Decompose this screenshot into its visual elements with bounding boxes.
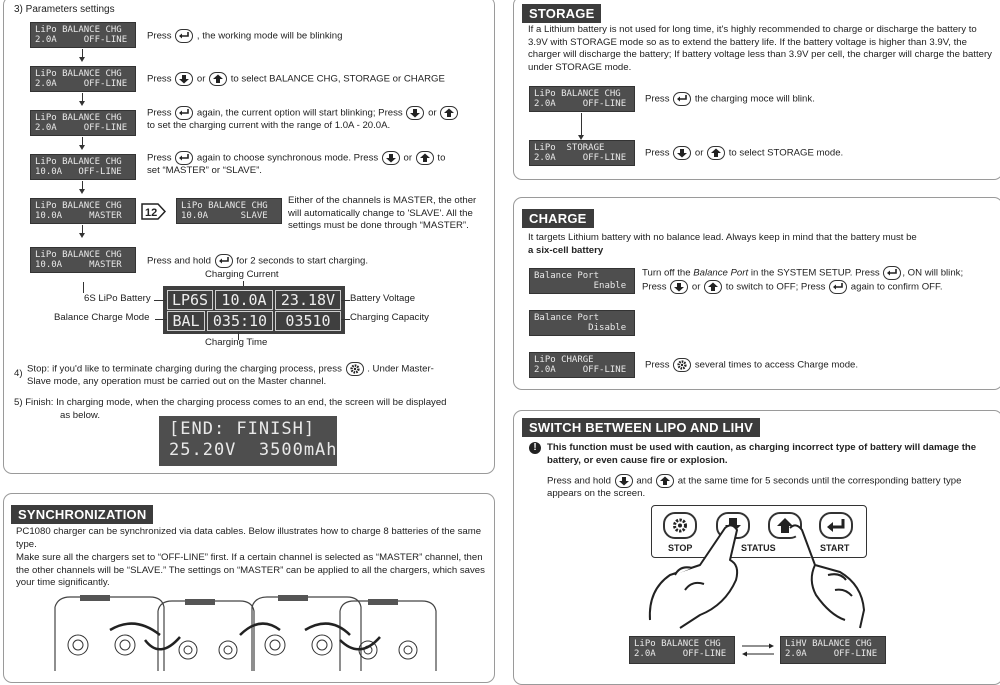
stop-text: Stop: if you'd like to terminate charging during the charging process, press . Under Master- Slave mode, any operation must be carried out on the Master channel.	[27, 363, 434, 388]
start-label: START	[820, 543, 850, 553]
lcd-step-5-slave: LiPo BALANCE CHG 10.0A SLAVE	[176, 198, 282, 224]
finish-text: 5) Finish: In charging mode, when the charging process comes to an end, the screen will be displayed as below.	[14, 397, 447, 421]
switch-warning: This function must be used with caution, as charging incorrect type of battery will damage the battery, or even cause fire or explosion.	[547, 442, 977, 466]
leader-line	[341, 300, 350, 301]
label-charging-time: Charging Time	[205, 337, 268, 348]
leader-line	[341, 319, 350, 320]
enter-key-icon	[175, 106, 193, 120]
label-charging-capacity: Charging Capacity	[350, 312, 429, 323]
lcd-step-6: LiPo BALANCE CHG 10.0A MASTER	[30, 247, 136, 273]
step-3-text: Press again, the current option will start blinking; Press or to set the charging current with the range of 1.0A - 20.0A.	[147, 106, 482, 133]
channel-1-2-icon	[140, 203, 166, 220]
charge-step-1: Turn off the Balance Port in the SYSTEM SETUP. Press , ON will blink; Press or to switch to OFF; Press again to confirm OFF.	[642, 267, 964, 293]
lcd-step-1: LiPo BALANCE CHG 2.0A OFF-LINE	[30, 22, 136, 48]
sync-paragraph-1: PC1080 charger can be synchronized via data cables. Below illustrates how to charge 8 batteries of the same type.	[16, 526, 482, 550]
finish-lcd: [END: FINISH] 25.20V 3500mAh	[159, 416, 337, 466]
leader-line	[155, 319, 167, 320]
enter-key-icon	[673, 92, 691, 106]
flow-arrow	[82, 181, 83, 190]
step-6-text: Press and hold for 2 seconds to start charging.	[147, 255, 369, 267]
up-arrow-key-icon	[209, 72, 227, 86]
flow-arrow	[82, 93, 83, 102]
enter-key-icon	[215, 254, 233, 268]
charge-lcd-lipo-charge: LiPo CHARGE 2.0A OFF-LINE	[529, 352, 635, 378]
lcd-step-4: LiPo BALANCE CHG 10.0A OFF-LINE	[30, 154, 136, 180]
up-arrow-key-icon	[440, 106, 458, 120]
down-arrow-key-icon	[382, 151, 400, 165]
down-arrow-key-icon	[673, 146, 691, 160]
charge-title: CHARGE	[522, 209, 594, 228]
down-arrow-key-icon	[670, 280, 688, 294]
storage-lcd-2: LiPo STORAGE 2.0A OFF-LINE	[529, 140, 635, 166]
warning-icon: !	[529, 442, 541, 454]
flow-arrow	[82, 225, 83, 234]
chargers-illustration	[50, 595, 450, 671]
stop-number: 4)	[14, 368, 23, 379]
pressing-hands-illustration	[640, 520, 880, 630]
leader-line	[154, 300, 166, 301]
switch-instruction: Press and hold and at the same time for 5 seconds until the corresponding battery type appears on the screen.	[547, 475, 962, 500]
stop-gear-key-icon	[673, 358, 691, 372]
step-4-text: Press again to choose synchronous mode. Press or to set “MASTER” or “SLAVE”.	[147, 152, 446, 177]
label-battery: 6S LiPo Battery	[84, 293, 151, 304]
stop-label: STOP	[668, 543, 693, 553]
enter-key-icon	[175, 29, 193, 43]
down-arrow-key-icon	[175, 72, 193, 86]
storage-paragraph: If a Lithium battery is not used for long time, it's highly recommended to charge or discharge the battery to 3.9V with STORAGE mode so as to extend the battery life. If the battery voltage is higher than 3.9V, the charger will discharge the battery; If battery voltage less than 3.9V per cell, the charger will charge the battery under STORAGE mode.	[528, 24, 992, 73]
stop-gear-key-icon	[346, 362, 364, 376]
lcd-step-5-master: LiPo BALANCE CHG 10.0A MASTER	[30, 198, 136, 224]
charge-paragraph: It targets Lithium battery with no balance lead. Always keep in mind that the battery must be a six-cell battery	[528, 232, 917, 256]
switch-lcd-lihv: LiHV BALANCE CHG 2.0A OFF-LINE	[780, 636, 886, 664]
step-1-text: Press , the working mode will be blinking	[147, 30, 343, 42]
enter-key-icon	[175, 151, 193, 165]
display-battery-type: LP6S	[167, 290, 213, 310]
leader-line	[83, 282, 84, 293]
enter-key-icon	[883, 266, 901, 280]
flow-arrow	[82, 137, 83, 146]
down-arrow-key-icon	[615, 474, 633, 488]
up-arrow-key-icon	[707, 146, 725, 160]
swap-arrows-icon	[740, 640, 776, 660]
display-mode: BAL	[167, 311, 205, 331]
charge-step-2: Press several times to access Charge mode.	[645, 359, 859, 371]
enter-key-icon	[829, 280, 847, 294]
storage-title: STORAGE	[522, 4, 601, 23]
display-voltage: 23.18V	[275, 290, 341, 310]
lcd-step-3: LiPo BALANCE CHG 2.0A OFF-LINE	[30, 110, 136, 136]
label-balance-mode: Balance Charge Mode	[54, 312, 150, 323]
storage-lcd-1: LiPo BALANCE CHG 2.0A OFF-LINE	[529, 86, 635, 112]
up-arrow-key-icon	[656, 474, 674, 488]
lcd-step-2: LiPo BALANCE CHG 2.0A OFF-LINE	[30, 66, 136, 92]
flow-arrow	[82, 49, 83, 58]
parameters-title: 3) Parameters settings	[14, 4, 115, 15]
svg-text:12: 12	[145, 207, 158, 219]
switch-title: SWITCH BETWEEN LIPO AND LIHV	[522, 418, 760, 437]
charge-lcd-balance-disable: Balance Port Disable	[529, 310, 635, 336]
up-arrow-key-icon	[416, 151, 434, 165]
down-arrow-key-icon	[406, 106, 424, 120]
up-arrow-key-icon	[704, 280, 722, 294]
storage-step-2: Press or to select STORAGE mode.	[645, 147, 844, 159]
display-time: 035:10	[207, 311, 273, 331]
label-battery-voltage: Battery Voltage	[350, 293, 416, 304]
display-current: 10.0A	[215, 290, 273, 310]
label-charging-current: Charging Current	[205, 269, 279, 280]
synchronization-title: SYNCHRONIZATION	[11, 505, 153, 524]
flow-arrow	[581, 113, 582, 136]
step-2-text: Press or to select BALANCE CHG, STORAGE or CHARGE	[147, 73, 445, 85]
storage-step-1: Press the charging moce will blink.	[645, 93, 815, 105]
status-label: STATUS	[741, 543, 776, 553]
sync-paragraph-2: Make sure all the chargers set to “OFF-LINE” first. If a certain channel is selected as “MASTER” channel, then the other channels will be “SLAVE.” The settings on “MASTER” can be applied to all the chargers, which saves your time significantly.	[16, 552, 485, 589]
charge-lcd-balance-enable: Balance Port Enable	[529, 268, 635, 294]
step-5-text: Either of the channels is MASTER, the other will automatically change to 'SLAVE'. All the settings must be done through “MASTER”.	[288, 195, 477, 232]
switch-lcd-lipo: LiPo BALANCE CHG 2.0A OFF-LINE	[629, 636, 735, 664]
display-capacity: 03510	[275, 311, 341, 331]
